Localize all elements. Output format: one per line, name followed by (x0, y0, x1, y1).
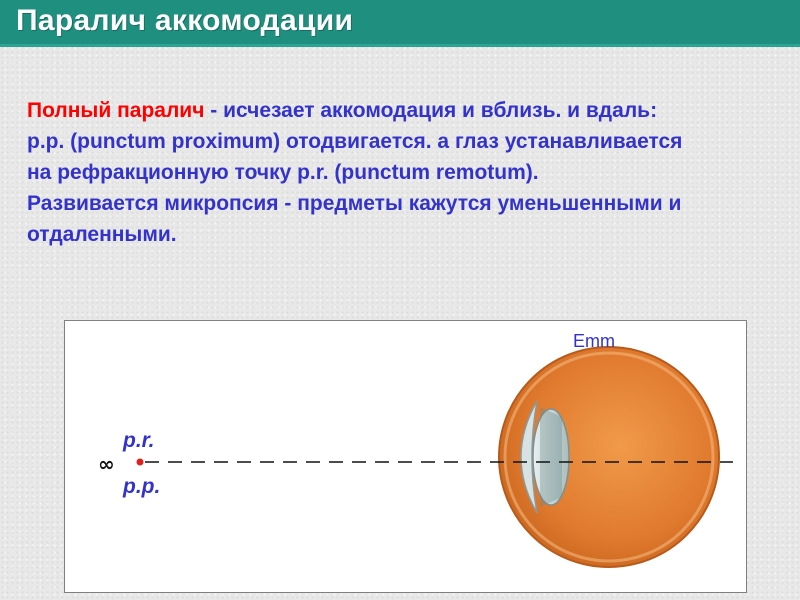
body-text (27, 95, 787, 250)
paragraph-1-line-1 (27, 95, 787, 126)
paragraph-1-line-1-rest: - исчезает аккомодация и вблизь. и вдаль: (204, 99, 658, 122)
label-infinity: ∞ (98, 452, 115, 476)
iris (540, 407, 562, 507)
label-pp: p.p. (123, 475, 161, 498)
paragraph-2-line-1: Развивается микропсия - предметы кажутся уменьшенными и (27, 192, 682, 215)
eye-diagram-figure (64, 320, 747, 593)
paragraph-1-line-3: на рефракционную точку p.r. (punctum remotum). (27, 161, 539, 184)
punctum-point (137, 459, 144, 466)
eye-diagram (65, 321, 746, 592)
title-bar (0, 0, 800, 47)
slide-title: Паралич аккомодации (16, 4, 354, 37)
highlight-text: Полный паралич (27, 99, 205, 122)
paragraph-1-line-2: p.p. (punctum proximum) отодвигается. а глаз устанавливается (27, 130, 683, 153)
label-emm: Emm (573, 331, 615, 351)
paragraph-2-line-2: отдаленными. (27, 223, 177, 246)
label-pr: p.r. (123, 429, 155, 452)
